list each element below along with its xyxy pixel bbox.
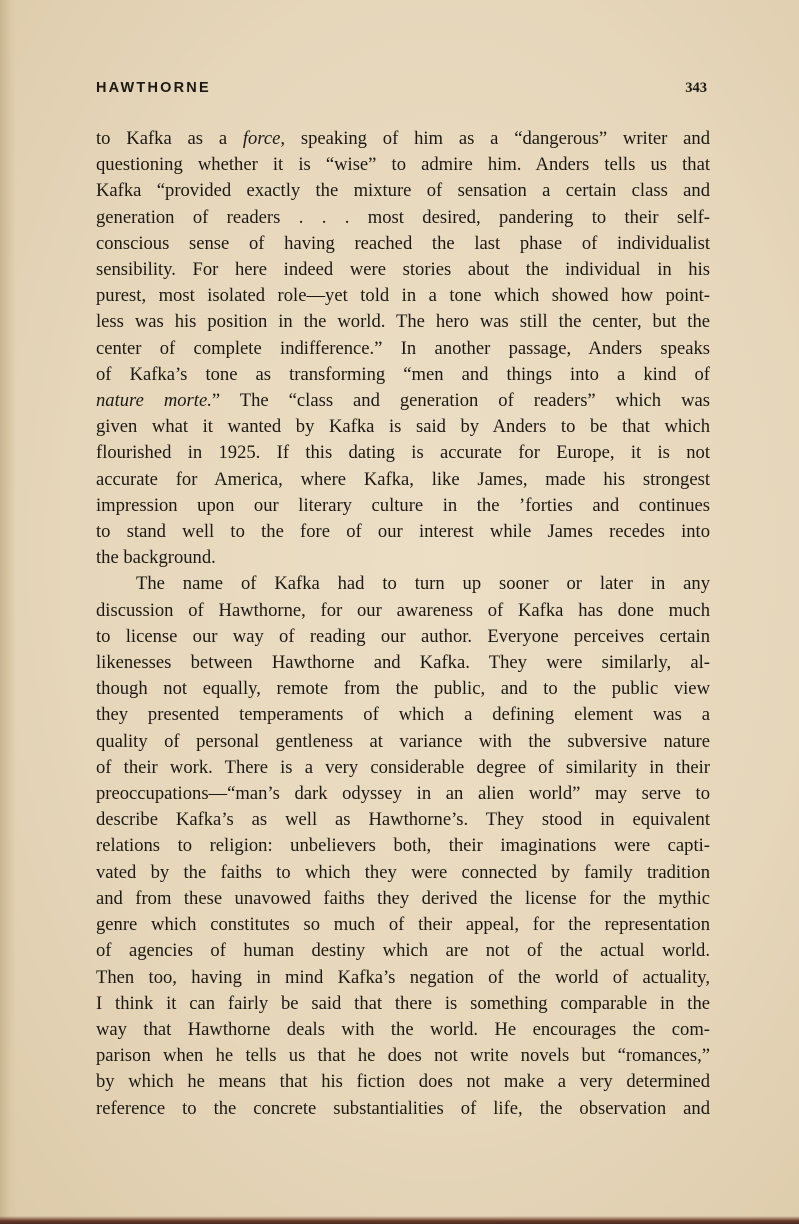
text-line: vated by the faiths to which they were connected by family tradition [96, 861, 710, 883]
text-line: sensibility. For here indeed were stories about the individual in his [96, 259, 710, 281]
text-line: genre which constitutes so much of their appeal, for the representation [96, 914, 710, 936]
text-line: questioning whether it is “wise” to admire him. Anders tells us that [96, 154, 710, 176]
text-line: impression upon our literary culture in the ’forties and continues [96, 494, 710, 516]
text-line: I think it can fairly be said that there is something comparable in the [96, 992, 710, 1014]
text-line: to stand well to the fore of our interest while James recedes into [96, 521, 710, 543]
text-line: by which he means that his fiction does not make a very determined [96, 1071, 710, 1093]
text-line: Kafka “provided exactly the mixture of sensation a certain class and [96, 180, 710, 202]
text-line: preoccupations—“man’s dark odyssey in an alien world” may serve to [96, 783, 710, 805]
text-line: quality of personal gentleness at variance with the subversive nature [96, 730, 710, 752]
text-line: generation of readers . . . most desired, pandering to their self- [96, 206, 710, 228]
text-line: The name of Kafka had to turn up sooner or later in any [136, 573, 710, 595]
text-line: and from these unavowed faiths they derived the license for the mythic [96, 887, 710, 909]
text-line: they presented temperaments of which a defining element was a [96, 704, 710, 726]
text-line: accurate for America, where Kafka, like James, made his strongest [96, 468, 710, 490]
text-line: of their work. There is a very considerable degree of similarity in their [96, 756, 710, 778]
text-line: purest, most isolated role—yet told in a tone which showed how point- [96, 285, 710, 307]
text-line: Then too, having in mind Kafka’s negation of the world of actuality, [96, 966, 710, 988]
text-line: of Kafka’s tone as transforming “men and things into a kind of [96, 363, 710, 385]
text-line: given what it wanted by Kafka is said by Anders to be that which [96, 416, 710, 438]
text-line: relations to religion: unbelievers both, their imaginations were capti- [96, 835, 710, 857]
text-line: the background. [96, 547, 216, 569]
text-line: way that Hawthorne deals with the world. He encourages the com- [96, 1018, 710, 1040]
text-line: center of complete indifference.” In another passage, Anders speaks [96, 337, 710, 359]
text-line: though not equally, remote from the public, and to the public view [96, 678, 710, 700]
text-line: reference to the concrete substantialities of life, the observation and [96, 1097, 710, 1119]
text-line: discussion of Hawthorne, for our awareness of Kafka has done much [96, 599, 710, 621]
text-line: less was his position in the world. The hero was still the center, but the [96, 311, 710, 333]
page-bottom-edge [0, 1216, 799, 1224]
text-line: of agencies of human destiny which are not of the actual world. [96, 940, 710, 962]
page-number: 343 [685, 80, 707, 96]
text-line: conscious sense of having reached the last phase of individualist [96, 232, 710, 254]
text-line: likenesses between Hawthorne and Kafka. They were similarly, al- [96, 652, 710, 674]
running-head: HAWTHORNE [96, 80, 211, 96]
text-line: to Kafka as a force, speaking of him as a “dangerous” writer and [96, 128, 710, 149]
page-gutter-shadow [0, 0, 16, 1224]
body-text [96, 126, 710, 1122]
text-line: to license our way of reading our author. Everyone perceives certain [96, 625, 710, 647]
text-line: nature morte.” The “class and generation of readers” which was [96, 390, 710, 412]
text-line: parison when he tells us that he does not write novels but “romances,” [96, 1045, 710, 1067]
text-line: describe Kafka’s as well as Hawthorne’s. They stood in equivalent [96, 809, 710, 831]
text-line: flourished in 1925. If this dating is accurate for Europe, it is not [96, 442, 710, 464]
